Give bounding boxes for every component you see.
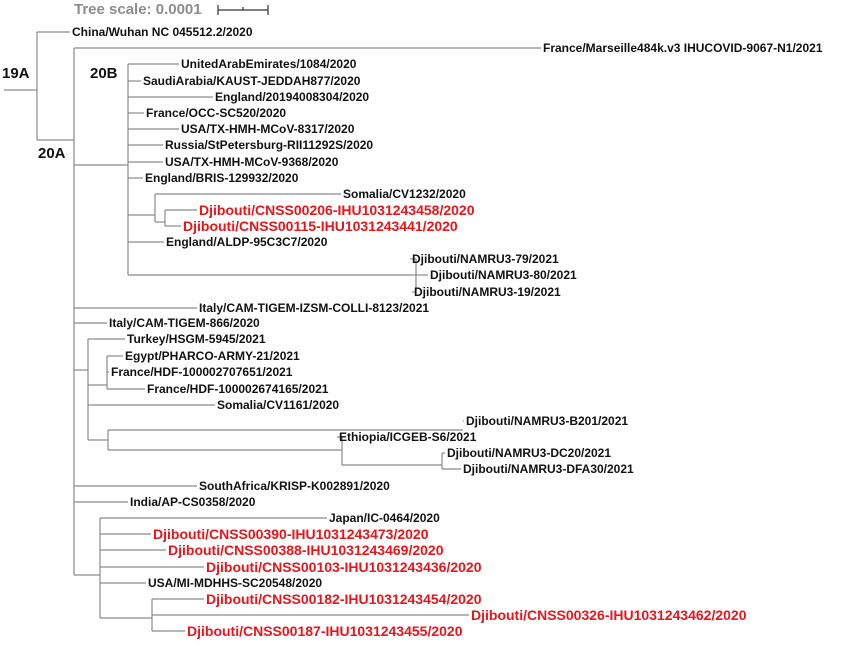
tip-label: Somalia/CV1161/2020 [217,398,340,412]
tip-label: Djibouti/NAMRU3-80/2021 [430,268,577,282]
tip-label-highlighted: Djibouti/CNSS00115-IHU1031243441/2020 [183,218,458,234]
tip-label-highlighted: Djibouti/CNSS00206-IHU1031243458/2020 [199,202,475,218]
clade-label-20b: 20B [90,65,118,82]
tip-label: Djibouti/NAMRU3-19/2021 [414,285,561,299]
tip-label: Ethiopia/ICGEB-S6/2021 [339,430,477,444]
tip-label: England/ALDP-95C3C7/2020 [166,235,328,249]
tip-label: USA/TX-HMH-MCoV-8317/2020 [181,122,355,136]
tip-label: Russia/StPetersburg-RII11292S/2020 [165,138,374,152]
tip-label-highlighted: Djibouti/CNSS00388-IHU1031243469/2020 [168,542,444,558]
tip-label: Somalia/CV1232/2020 [343,187,466,201]
tip-label: USA/TX-HMH-MCoV-9368/2020 [165,155,339,169]
tip-label: Japan/IC-0464/2020 [329,511,440,525]
tip-label-highlighted: Djibouti/CNSS00390-IHU1031243473/2020 [153,526,429,542]
tip-label: England/20194008304/2020 [215,90,370,104]
tree-scale-bar [218,5,268,15]
tip-label: Djibouti/NAMRU3-DC20/2021 [447,446,612,460]
tip-label: USA/MI-MDHHS-SC20548/2020 [148,576,323,590]
tip-label-highlighted: Djibouti/CNSS00187-IHU1031243455/2020 [187,623,463,639]
tip-label: Italy/CAM-TIGEM-IZSM-COLLI-8123/2021 [199,301,430,315]
tip-label: Djibouti/NAMRU3-B201/2021 [466,414,629,428]
tip-label-highlighted: Djibouti/CNSS00326-IHU1031243462/2020 [471,607,747,623]
tip-label: France/OCC-SC520/2020 [146,106,287,120]
tip-label: Djibouti/NAMRU3-79/2021 [412,252,559,266]
tip-label: Turkey/HSGM-5945/2021 [127,332,266,346]
tip-label: Egypt/PHARCO-ARMY-21/2021 [125,349,300,363]
tip-label: France/HDF-100002707651/2021 [111,365,293,379]
tree-tip-labels [72,25,823,639]
tip-label: SaudiArabia/KAUST-JEDDAH877/2020 [143,74,361,88]
tip-label: UnitedArabEmirates/1084/2020 [181,57,357,71]
clade-label-19a: 19A [2,65,30,82]
tip-label: India/AP-CS0358/2020 [130,495,256,509]
tip-label: Djibouti/NAMRU3-DFA30/2021 [463,462,634,476]
tip-label-highlighted: Djibouti/CNSS00103-IHU1031243436/2020 [206,559,482,575]
tip-label: England/BRIS-129932/2020 [145,171,299,185]
tip-label-highlighted: Djibouti/CNSS00182-IHU1031243454/2020 [206,591,482,607]
tip-label: Italy/CAM-TIGEM-866/2020 [109,316,260,330]
clade-label-20a: 20A [38,145,66,162]
tip-label: SouthAfrica/KRISP-K002891/2020 [199,479,390,493]
tip-label: France/HDF-100002674165/2021 [147,382,329,396]
tip-label: China/Wuhan NC 045512.2/2020 [72,25,253,39]
tree-scale-label: Tree scale: 0.0001 [74,1,202,18]
tip-label: France/Marseille484k.v3 IHUCOVID-9067-N1/2021 [543,41,823,55]
